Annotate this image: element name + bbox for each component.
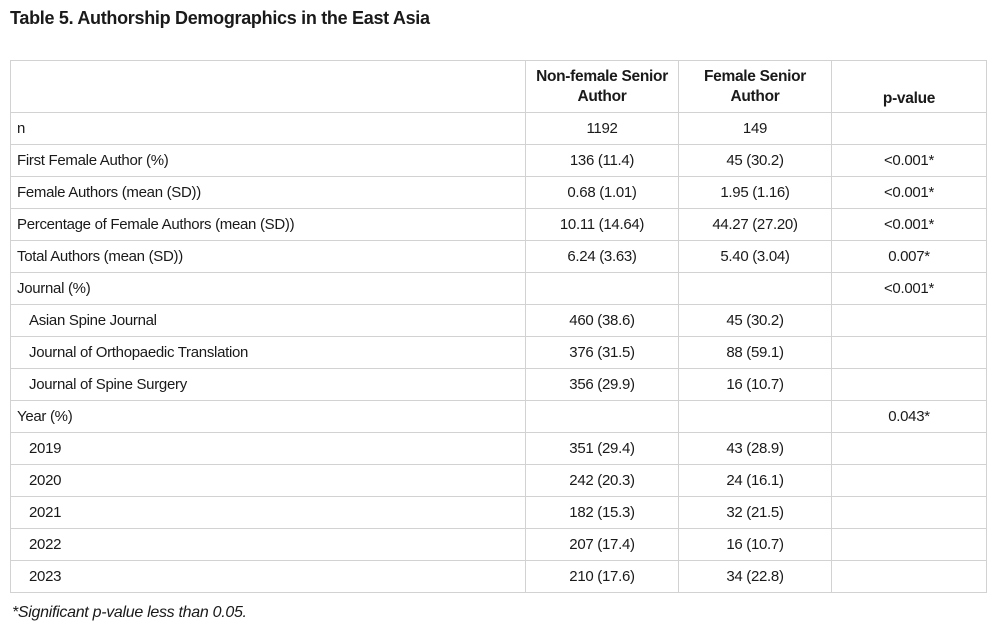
table-row — [11, 145, 987, 177]
header-row — [11, 61, 987, 113]
table-row — [11, 433, 987, 465]
nonfemale-value: 0.68 (1.01) — [526, 177, 679, 209]
table-row — [11, 273, 987, 305]
row-label: Journal (%) — [11, 273, 526, 305]
row-label: First Female Author (%) — [11, 145, 526, 177]
table-row — [11, 369, 987, 401]
nonfemale-value: 242 (20.3) — [526, 465, 679, 497]
table-row — [11, 305, 987, 337]
p-value — [832, 433, 987, 465]
female-value: 149 — [679, 113, 832, 145]
p-value — [832, 369, 987, 401]
nonfemale-value: 182 (15.3) — [526, 497, 679, 529]
p-value: <0.001* — [832, 209, 987, 241]
nonfemale-value: 351 (29.4) — [526, 433, 679, 465]
female-value: 43 (28.9) — [679, 433, 832, 465]
header-cell-nonfemale: Non-female Senior Author — [526, 61, 679, 113]
table-row — [11, 561, 987, 593]
nonfemale-value — [526, 273, 679, 305]
row-label: n — [11, 113, 526, 145]
nonfemale-value — [526, 401, 679, 433]
p-value — [832, 305, 987, 337]
demographics-table — [10, 60, 987, 593]
p-value: <0.001* — [832, 177, 987, 209]
female-value: 45 (30.2) — [679, 145, 832, 177]
row-label: Percentage of Female Authors (mean (SD)) — [11, 209, 526, 241]
p-value — [832, 465, 987, 497]
nonfemale-value: 210 (17.6) — [526, 561, 679, 593]
nonfemale-value: 356 (29.9) — [526, 369, 679, 401]
table-row — [11, 113, 987, 145]
table-row — [11, 401, 987, 433]
row-label: Asian Spine Journal — [11, 305, 526, 337]
female-value: 44.27 (27.20) — [679, 209, 832, 241]
p-value — [832, 113, 987, 145]
female-value: 24 (16.1) — [679, 465, 832, 497]
female-value: 88 (59.1) — [679, 337, 832, 369]
p-value — [832, 497, 987, 529]
row-label: 2022 — [11, 529, 526, 561]
row-label: Year (%) — [11, 401, 526, 433]
p-value: 0.007* — [832, 241, 987, 273]
female-value: 32 (21.5) — [679, 497, 832, 529]
nonfemale-value: 136 (11.4) — [526, 145, 679, 177]
nonfemale-value: 6.24 (3.63) — [526, 241, 679, 273]
table-row — [11, 209, 987, 241]
header-cell-label — [11, 61, 526, 113]
female-value: 16 (10.7) — [679, 369, 832, 401]
row-label: 2020 — [11, 465, 526, 497]
row-label: Female Authors (mean (SD)) — [11, 177, 526, 209]
female-value: 16 (10.7) — [679, 529, 832, 561]
p-value — [832, 561, 987, 593]
p-value — [832, 337, 987, 369]
table-row — [11, 177, 987, 209]
row-label: Journal of Orthopaedic Translation — [11, 337, 526, 369]
p-value: <0.001* — [832, 273, 987, 305]
table-row — [11, 337, 987, 369]
table-title: Table 5. Authorship Demographics in the East Asia — [10, 8, 430, 28]
nonfemale-value: 376 (31.5) — [526, 337, 679, 369]
row-label: Total Authors (mean (SD)) — [11, 241, 526, 273]
table-row — [11, 241, 987, 273]
p-value — [832, 529, 987, 561]
row-label: Journal of Spine Surgery — [11, 369, 526, 401]
header-cell-female: Female Senior Author — [679, 61, 832, 113]
row-label: 2019 — [11, 433, 526, 465]
table-row — [11, 529, 987, 561]
female-value: 34 (22.8) — [679, 561, 832, 593]
female-value: 1.95 (1.16) — [679, 177, 832, 209]
female-value: 5.40 (3.04) — [679, 241, 832, 273]
p-value: 0.043* — [832, 401, 987, 433]
table-row — [11, 497, 987, 529]
nonfemale-value: 1192 — [526, 113, 679, 145]
female-value: 45 (30.2) — [679, 305, 832, 337]
row-label: 2023 — [11, 561, 526, 593]
row-label: 2021 — [11, 497, 526, 529]
nonfemale-value: 10.11 (14.64) — [526, 209, 679, 241]
nonfemale-value: 460 (38.6) — [526, 305, 679, 337]
female-value — [679, 273, 832, 305]
nonfemale-value: 207 (17.4) — [526, 529, 679, 561]
female-value — [679, 401, 832, 433]
footnote: *Significant p-value less than 0.05. — [12, 604, 247, 621]
table-row — [11, 465, 987, 497]
p-value: <0.001* — [832, 145, 987, 177]
header-cell-pvalue: p-value — [832, 61, 987, 113]
